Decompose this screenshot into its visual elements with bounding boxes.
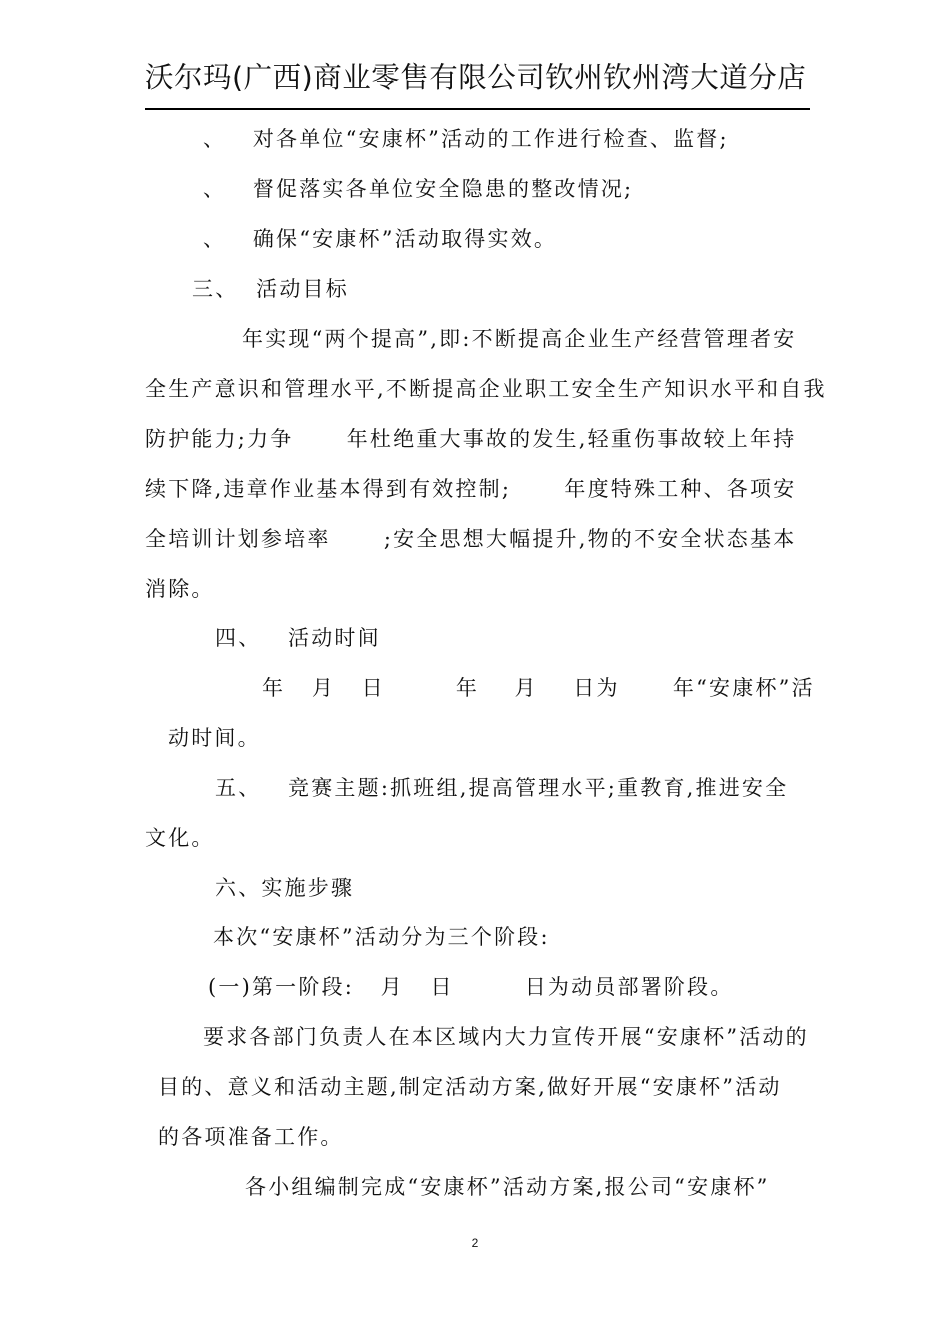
section-heading: 三、 活动目标 xyxy=(192,277,349,301)
body-line: 文化。 xyxy=(145,826,215,850)
body-line: 年 月 日 年 月 日为 年“安康杯”活 xyxy=(262,676,815,700)
body-line: 、 对各单位“安康杯”活动的工作进行检查、监督; xyxy=(203,127,729,151)
body-line: 要求各部门负责人在本区域内大力宣传开展“安康杯”活动的 xyxy=(203,1025,809,1049)
body-line: 动时间。 xyxy=(168,726,261,750)
body-line: 年实现“两个提高”,即:不断提高企业生产经营管理者安 xyxy=(242,327,797,351)
body-line: 各小组编制完成“安康杯”活动方案,报公司“安康杯” xyxy=(245,1175,770,1199)
body-line: 本次“安康杯”活动分为三个阶段: xyxy=(213,925,550,949)
body-line: 全培训计划参培率 ;安全思想大幅提升,物的不安全状态基本 xyxy=(145,527,797,551)
body-line: 消除。 xyxy=(145,577,215,601)
page-header-title: 沃尔玛(广西)商业零售有限公司钦州钦州湾大道分店 xyxy=(145,61,807,94)
body-line: 续下降,违章作业基本得到有效控制; 年度特殊工种、各项安 xyxy=(145,477,797,501)
body-line: 目的、意义和活动主题,制定活动方案,做好开展“安康杯”活动 xyxy=(158,1075,782,1099)
body-line: 、 确保“安康杯”活动取得实效。 xyxy=(203,227,558,251)
body-line: (一)第一阶段: 月 日 日为动员部署阶段。 xyxy=(208,975,734,999)
page-number: 2 xyxy=(471,1236,479,1250)
body-line: 的各项准备工作。 xyxy=(158,1125,344,1149)
header-divider xyxy=(145,108,810,110)
section-heading: 六、实施步骤 xyxy=(215,876,355,900)
body-line: 防护能力;力争 年杜绝重大事故的发生,轻重伤事故较上年持 xyxy=(145,427,797,451)
body-line: 全生产意识和管理水平,不断提高企业职工安全生产知识水平和自我 xyxy=(145,377,827,401)
section-heading: 四、 活动时间 xyxy=(215,626,381,650)
body-line: 、 督促落实各单位安全隐患的整改情况; xyxy=(203,177,634,201)
section-heading: 五、 竞赛主题:抓班组,提高管理水平;重教育,推进安全 xyxy=(215,776,789,800)
